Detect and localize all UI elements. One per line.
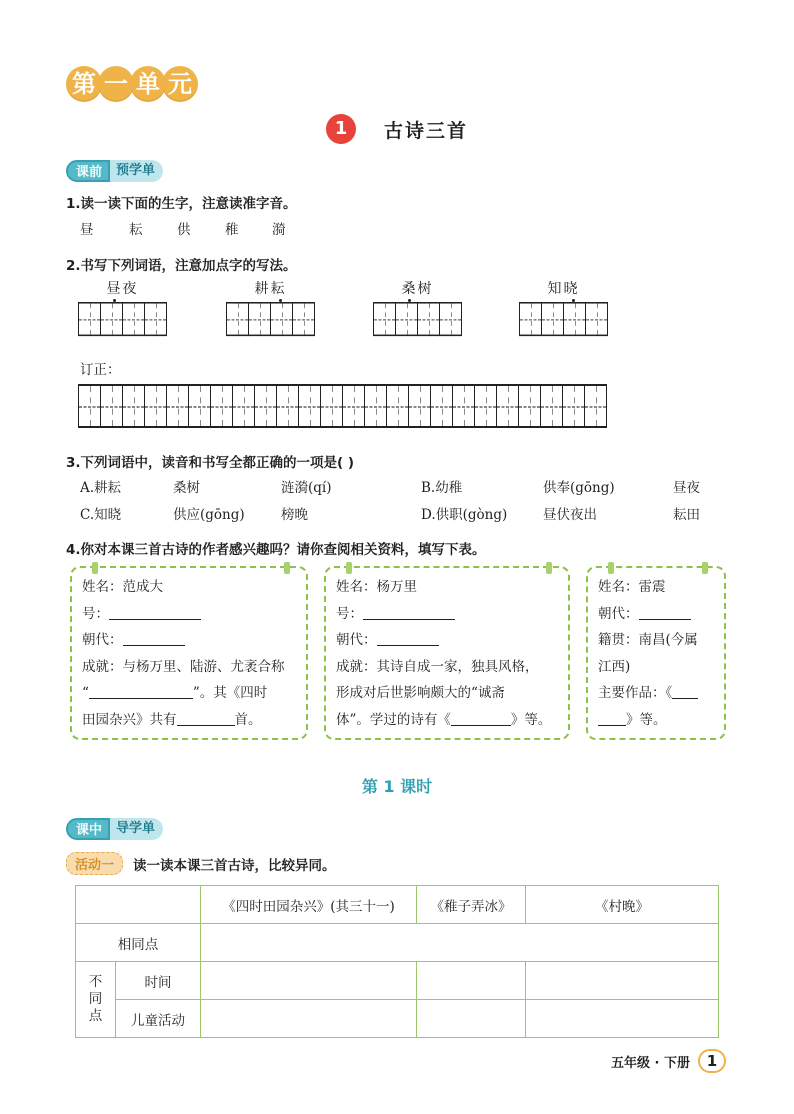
lesson-title: 古诗三首	[384, 119, 469, 142]
q3-word: 榜晚	[281, 507, 308, 523]
unit-char-1: 第	[66, 66, 102, 102]
comparison-table	[75, 885, 719, 1038]
answer-cell[interactable]	[201, 1000, 417, 1038]
unit-title	[66, 66, 194, 102]
author-card-lei	[586, 566, 726, 740]
card-achievement-3: 田园杂兴》共有 首。	[82, 711, 262, 728]
table-header: 《村晚》	[526, 886, 719, 924]
correction-cell[interactable]	[452, 384, 475, 428]
correction-cell[interactable]	[78, 384, 101, 428]
correction-cell[interactable]	[210, 384, 233, 428]
q3-row-1	[80, 476, 720, 503]
correction-cell[interactable]	[166, 384, 189, 428]
q3-word: 昼夜	[673, 480, 700, 496]
grid-cell[interactable]	[226, 302, 249, 336]
correction-cell[interactable]	[100, 384, 123, 428]
card-achievement: 成就：与杨万里、陆游、尤袤合称	[82, 658, 285, 675]
unit-char-3: 单	[130, 66, 166, 102]
q3-option[interactable]: C.知晓	[80, 507, 122, 523]
word-label: 昼夜	[107, 278, 139, 300]
card-name: 姓名：杨万里	[336, 579, 417, 595]
card-dynasty: 朝代：	[82, 627, 296, 654]
q1-char: 供	[177, 222, 191, 238]
correction-cell[interactable]	[320, 384, 343, 428]
correction-cell[interactable]	[232, 384, 255, 428]
word-label: 桑树	[402, 278, 434, 300]
table-corner	[76, 886, 201, 924]
answer-cell[interactable]	[526, 1000, 719, 1038]
q1-char: 耘	[129, 222, 143, 238]
pre-class-badge	[66, 160, 163, 182]
answer-cell[interactable]	[417, 962, 526, 1000]
grid-cell[interactable]	[100, 302, 123, 336]
card-achievement: 成就：其诗自成一家，独具风格，	[336, 658, 539, 675]
word-label: 知晓	[548, 278, 580, 300]
q3-word: 耘田	[673, 507, 700, 523]
q3-options	[80, 476, 720, 530]
correction-cell[interactable]	[254, 384, 277, 428]
q3-option[interactable]: D.供职(gòng)	[421, 507, 508, 523]
q3-word: 供奉(gōng)	[543, 480, 615, 496]
q1-char: 漪	[272, 222, 286, 238]
grid-cell[interactable]	[248, 302, 271, 336]
in-class-badge	[66, 818, 163, 840]
grid-cell[interactable]	[78, 302, 101, 336]
correction-cell[interactable]	[518, 384, 541, 428]
card-achievement-2: “ ”。其《四时	[82, 685, 268, 701]
q2-text: 2.书写下列词语，注意加点字的写法。	[66, 258, 297, 274]
q3-word: 涟漪(qí)	[281, 480, 332, 496]
page-number: 1	[698, 1049, 726, 1073]
card-hao: 号：	[336, 601, 558, 628]
lesson-hour-heading: 第 1 课时	[361, 777, 433, 796]
grid-cell[interactable]	[292, 302, 315, 336]
grid-cell[interactable]	[395, 302, 418, 336]
q3-word: 桑树	[173, 480, 200, 496]
word-box-2	[226, 278, 315, 324]
grid-cell[interactable]	[541, 302, 564, 336]
correction-cell[interactable]	[386, 384, 409, 428]
answer-cell[interactable]	[201, 962, 417, 1000]
correction-cell[interactable]	[188, 384, 211, 428]
row-label-activity: 儿童活动	[116, 1000, 201, 1038]
word-box-3	[373, 278, 462, 324]
correction-cell[interactable]	[364, 384, 387, 428]
dynasty-blank[interactable]	[123, 630, 185, 646]
table-row	[76, 886, 719, 924]
card-achievement-3: 体”。学过的诗有《 》等。	[336, 711, 552, 728]
correction-label: 订正：	[80, 362, 121, 378]
q4-text: 4.你对本课三首古诗的作者感兴趣吗？请你查阅相关资料，填写下表。	[66, 542, 486, 558]
correction-cell[interactable]	[474, 384, 497, 428]
table-row	[76, 962, 719, 1000]
q3-word: 昼伏夜出	[543, 507, 597, 523]
hao-blank[interactable]	[109, 604, 201, 620]
correction-cell[interactable]	[122, 384, 145, 428]
word-label: 耕耘	[255, 278, 287, 300]
card-works: 主要作品：《	[598, 680, 714, 707]
q3-option[interactable]: A.耕耘	[80, 480, 122, 496]
correction-grid	[78, 384, 607, 428]
correction-cell[interactable]	[562, 384, 585, 428]
q3-text[interactable]: 3.下列词语中，读音和书写全都正确的一项是( )	[66, 455, 355, 471]
grid-cell[interactable]	[144, 302, 167, 336]
grid-cell[interactable]	[585, 302, 608, 336]
lesson-heading	[326, 114, 468, 144]
card-dynasty: 朝代：	[598, 601, 714, 628]
pre-badge-left: 课前	[66, 160, 110, 182]
page-footer	[611, 1049, 726, 1073]
card-hao: 号：	[82, 601, 296, 628]
unit-char-4: 元	[162, 66, 198, 102]
word-box-4	[519, 278, 608, 324]
row-label-diff: 不同点	[76, 962, 116, 1038]
card-achievement-2: 形成对后世影响颇大的“诚斋	[336, 685, 505, 701]
q1-char: 昼	[80, 222, 94, 238]
grid-cell[interactable]	[270, 302, 293, 336]
title-blank[interactable]	[89, 683, 193, 699]
correction-cell[interactable]	[342, 384, 365, 428]
answer-cell[interactable]	[417, 1000, 526, 1038]
unit-char-2: 一	[98, 66, 134, 102]
pre-badge-right: 预学单	[110, 160, 163, 182]
row-label-same: 相同点	[76, 924, 201, 962]
grade-label: 五年级 · 下册	[611, 1055, 690, 1071]
card-name: 姓名：雷震	[598, 579, 666, 595]
works-blank-2[interactable]	[598, 710, 626, 726]
correction-cell[interactable]	[408, 384, 431, 428]
q1-chars	[80, 218, 302, 238]
lesson-number: 1	[326, 114, 356, 144]
count-blank[interactable]	[177, 710, 235, 726]
correction-cell[interactable]	[540, 384, 563, 428]
grid-cell[interactable]	[519, 302, 542, 336]
q3-row-2	[80, 503, 720, 530]
grid-cell[interactable]	[417, 302, 440, 336]
dynasty-blank[interactable]	[639, 604, 691, 620]
correction-cell[interactable]	[496, 384, 519, 428]
q3-word: 供应(gōng)	[173, 507, 245, 523]
card-name: 姓名：范成大	[82, 579, 163, 595]
grid-cell[interactable]	[373, 302, 396, 336]
grid-cell[interactable]	[563, 302, 586, 336]
correction-cell[interactable]	[298, 384, 321, 428]
q1-char: 稚	[225, 222, 239, 238]
table-header: 《稚子弄冰》	[417, 886, 526, 924]
q1-text: 1.读一读下面的生字，注意读准字音。	[66, 196, 297, 212]
row-label-time: 时间	[116, 962, 201, 1000]
grid-cell[interactable]	[439, 302, 462, 336]
word-box-1	[78, 278, 167, 324]
mid-badge-left: 课中	[66, 818, 110, 840]
author-card-yang	[324, 566, 570, 740]
correction-cell[interactable]	[144, 384, 167, 428]
card-dynasty: 朝代：	[336, 627, 558, 654]
activity-line	[66, 852, 336, 875]
poem-blank[interactable]	[451, 710, 511, 726]
answer-cell[interactable]	[526, 962, 719, 1000]
author-card-fan	[70, 566, 308, 740]
card-native-2: 江西)	[598, 658, 631, 675]
table-row	[76, 924, 719, 962]
table-row	[76, 1000, 719, 1038]
activity-tag: 活动一	[66, 852, 123, 875]
dynasty-blank[interactable]	[377, 630, 439, 646]
correction-cell[interactable]	[276, 384, 299, 428]
grid-cell[interactable]	[122, 302, 145, 336]
card-native: 籍贯：南昌(今属	[598, 632, 698, 648]
hao-blank[interactable]	[363, 604, 455, 620]
mid-badge-right: 导学单	[110, 818, 163, 840]
card-works-2: 》等。	[598, 707, 714, 734]
q3-option[interactable]: B.幼稚	[421, 480, 463, 496]
correction-cell[interactable]	[430, 384, 453, 428]
table-header: 《四时田园杂兴》(其三十一)	[201, 886, 417, 924]
correction-cell[interactable]	[584, 384, 607, 428]
activity-text: 读一读本课三首古诗，比较异同。	[133, 857, 336, 874]
answer-cell[interactable]	[201, 924, 719, 962]
works-blank[interactable]	[672, 683, 698, 699]
